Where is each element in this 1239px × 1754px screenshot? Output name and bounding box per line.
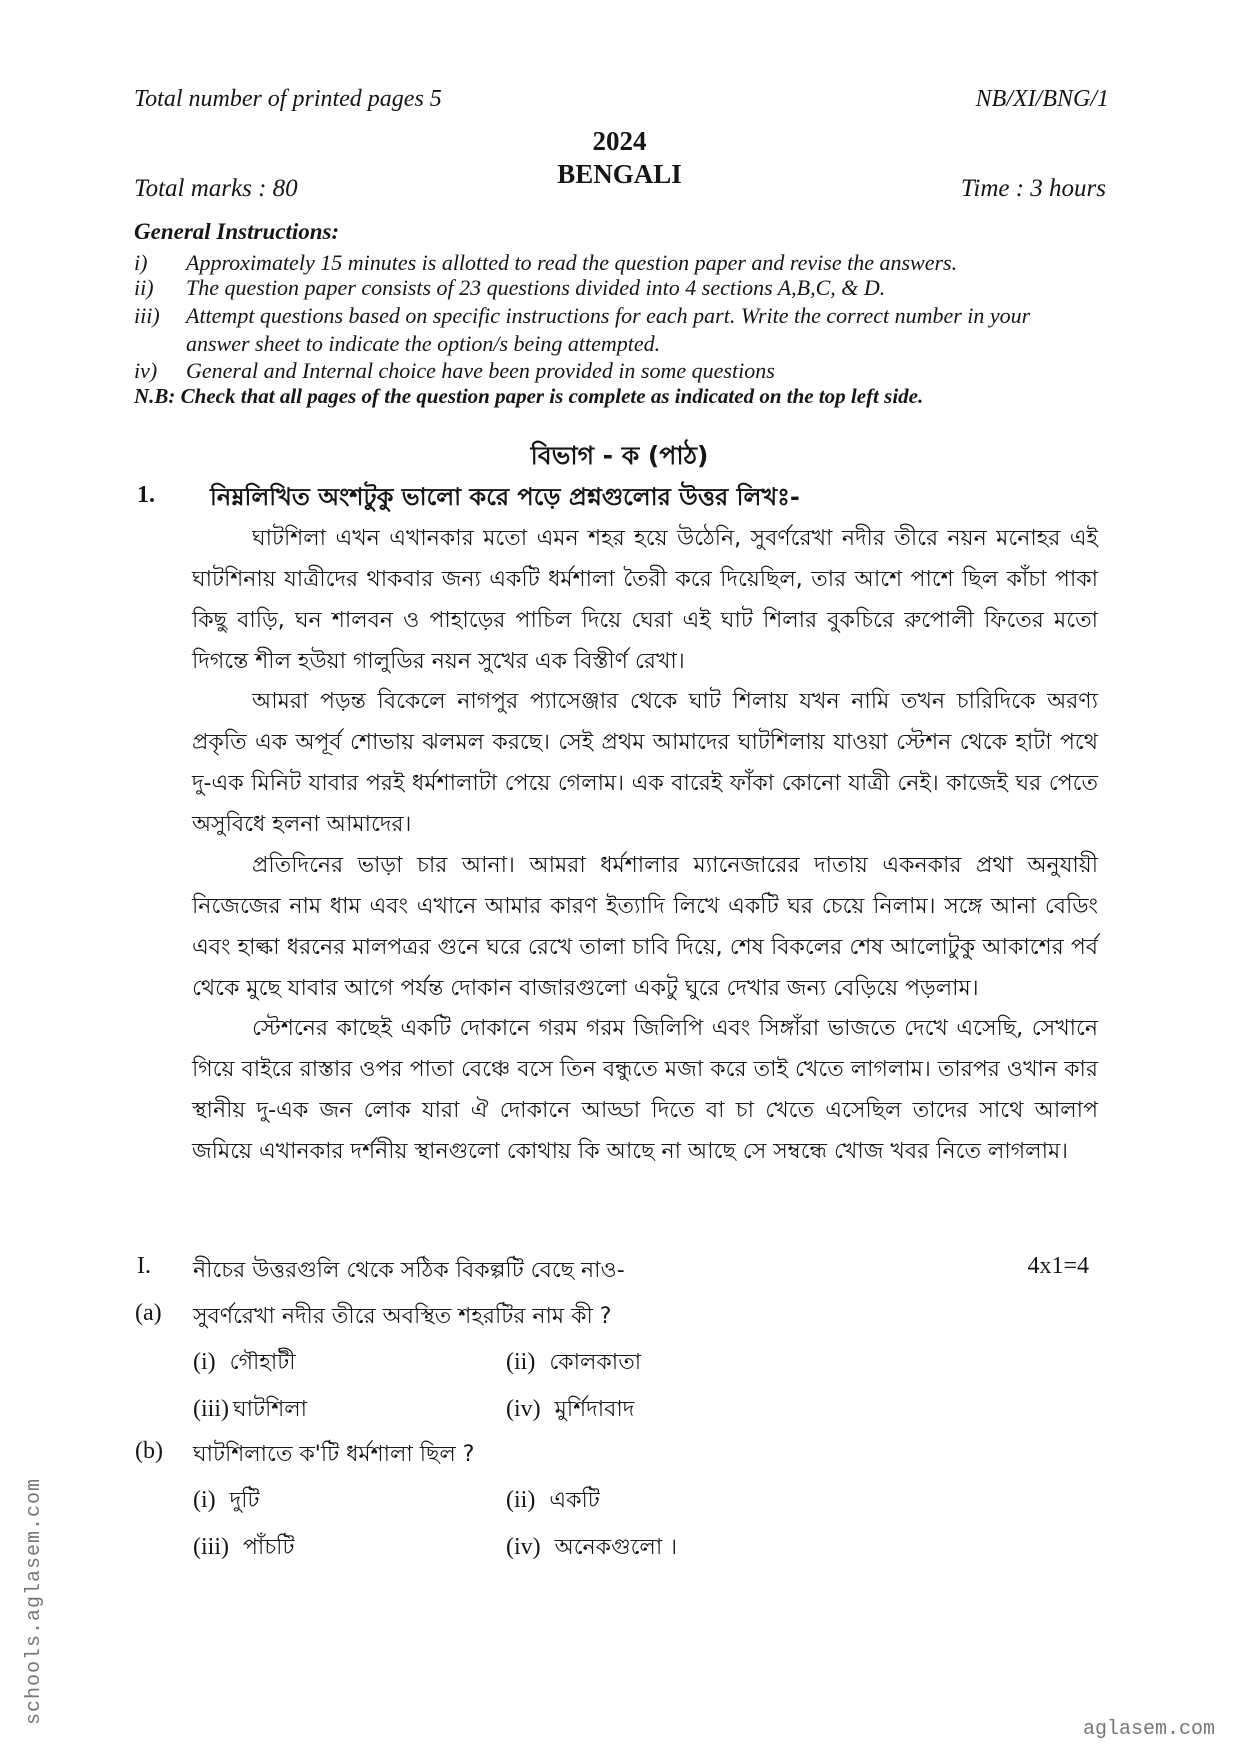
subject-title: BENGALI — [557, 159, 682, 189]
option-label: (iv) — [506, 1534, 541, 1560]
side-watermark: schools.aglasem.com — [23, 1477, 46, 1725]
mcq-option — [193, 1345, 296, 1382]
exam-time: Time : 3 hours — [960, 175, 1106, 202]
option-label: (iii) — [193, 1534, 229, 1560]
mcq-letter: (a) — [135, 1300, 162, 1326]
mcq-option — [193, 1483, 260, 1520]
option-text: মুর্শিদাবাদ — [554, 1397, 635, 1422]
option-label: (ii) — [506, 1487, 536, 1513]
mcq-option — [506, 1530, 677, 1567]
option-label: (i) — [193, 1349, 216, 1375]
instruction-number: iv) — [134, 358, 158, 383]
printed-pages-note: Total number of printed pages 5 — [134, 86, 442, 112]
exam-year: 2024 — [592, 126, 647, 156]
instruction-text: General and Internal choice have been provided in some questions — [186, 358, 775, 383]
instruction-text: The question paper consists of 23 questions divided into 4 sections A,B,C, & D. — [186, 275, 886, 300]
mcq-option — [193, 1392, 307, 1429]
section-title: বিভাগ - ক (পাঠ) — [530, 441, 709, 470]
option-label: (iv) — [506, 1396, 541, 1422]
corner-watermark: aglasem.com — [1082, 1718, 1215, 1741]
instruction-text: Attempt questions based on specific instructions for each part. Write the correct number in your answer sheet to indicate the option/s being attempted. — [186, 303, 1031, 356]
option-text: ঘাটশিলা — [233, 1397, 308, 1422]
mcq-option — [506, 1345, 641, 1382]
option-label: (ii) — [506, 1349, 536, 1375]
option-text: দুটি — [229, 1488, 260, 1513]
instructions-title: General Instructions: — [134, 219, 340, 244]
mcq-question: সুবর্ণরেখা নদীর তীরে অবস্থিত শহরটির নাম কী ? — [193, 1304, 612, 1329]
mcq-question: ঘাটশিলাতে ক'টি ধর্মশালা ছিল ? — [193, 1442, 475, 1467]
instruction-item — [134, 274, 1094, 302]
passage-paragraph: স্টেশনের কাছেই একটি দোকানে গরম গরম জিলিপি এবং সিঙ্গাঁরা ভাজতে দেখে এসেছি, সেখানে গিয়ে বাইরে রাস্তার ওপর পাতা বেঞ্চে বসে তিন বন্ধুতে মজা করে তাই খেতে লাগলাম। তারপর ওখান কার স্থানীয় দু-এক জন লোক যারা ঐ দোকানে আড্ডা দিতে বা চা খেতে এসেছিল তাদের সাথে আলাপ জমিয়ে এখানকার দর্শনীয় স্থানগুলো কোথায় কি আছে না আছে সে সম্বন্ধে খোজ খবর নিতে লাগলাম। — [192, 1016, 1098, 1164]
note-text: N.B: Check that all pages of the question paper is complete as indicated on the top left side. — [134, 384, 924, 408]
passage-paragraph: আমরা পড়ন্ত বিকেলে নাগপুর প্যাসেঞ্জার থেকে ঘাট শিলায় যখন নামি তখন চারিদিকে অরণ্য প্রকৃতি এক অপূর্ব শোভায় ঝলমল করছে। সেই প্রথম আমাদের ঘাটশিলায় যাওয়া স্টেশন থেকে হাটা পথে দু-এক মিনিট যাবার পরই ধর্মশালাটা পেয়ে গেলাম। এক বারেই ফাঁকা কোনো যাত্রী নেই। কাজেই ঘর পেতে অসুবিধে হলনা আমাদের। — [192, 689, 1098, 837]
passage-paragraph: ঘাটশিলা এখন এখানকার মতো এমন শহর হয়ে উঠেনি, সুবর্ণরেখা নদীর তীরে নয়ন মনোহর এই ঘাটশিনায় যাত্রীদের থাকবার জন্য একটি ধর্মশালা তৈরী করে দিয়েছিল, তার আশে পাশে ছিল কাঁচা পাকা কিছু বাড়ি, ঘন শালবন ও পাহাড়ের পাচিল দিয়ে ঘেরা এই ঘাট শিলার বুকচিরে রুপোলী ফিতের মতো দিগন্তে শীল হউয়া গালুডির নয়ন সুখের এক বিস্তীর্ণ রেখা। — [192, 526, 1098, 674]
option-text: গৌহাটী — [229, 1350, 296, 1375]
option-text: পাঁচটি — [243, 1535, 295, 1560]
mcq-letter: (b) — [135, 1438, 163, 1464]
instruction-item — [134, 249, 1094, 277]
subquestion-marks: 4x1=4 — [1027, 1253, 1089, 1279]
question-text: নিম্নলিখিত অংশটুকু ভালো করে পড়ে প্রশ্নগুলোর উত্তর লিখঃ- — [210, 483, 800, 511]
passage-paragraph: প্রতিদিনের ভাড়া চার আনা। আমরা ধর্মশালার ম্যানেজারের দাতায় একনকার প্রথা অনুযায়ী নিজেজের নাম ধাম এবং এখানে আমার কারণ ইত্যাদি লিখে একটি ঘর চেয়ে নিলাম। সঙ্গে আনা বেডিং এবং হাল্কা ধরনের মালপত্রর গুনে ঘরে রেখে তালা চাবি দিয়ে, শেষ বিকলের শেষ আলোটুকু আকাশের পর্ব থেকে মুছে যাবার আগে পর্যন্ত দোকান বাজারগুলো একটু ঘুরে দেখার জন্য বেড়িয়ে পড়লাম। — [192, 853, 1098, 1001]
total-marks: Total marks : 80 — [134, 175, 298, 202]
question-number: 1. — [137, 482, 155, 508]
mcq-option — [193, 1530, 294, 1567]
instruction-number: iii) — [134, 303, 160, 328]
mcq-option — [506, 1483, 600, 1520]
paper-code: NB/XI/BNG/1 — [975, 86, 1109, 112]
option-text: অনেকগুলো । — [554, 1535, 678, 1560]
instruction-number: ii) — [134, 275, 154, 300]
option-label: (i) — [193, 1487, 216, 1513]
subquestion-number: I. — [137, 1253, 151, 1279]
instruction-item — [134, 357, 1094, 385]
instruction-text: Approximately 15 minutes is allotted to read the question paper and revise the answers. — [186, 250, 958, 275]
option-label: (iii) — [193, 1396, 229, 1422]
subquestion-text: নীচের উত্তরগুলি থেকে সঠিক বিকল্পটি বেছে নাও- — [193, 1258, 625, 1283]
instruction-item — [134, 302, 1094, 358]
option-text: একটি — [549, 1488, 600, 1513]
instruction-number: i) — [134, 250, 148, 275]
option-text: কোলকাতা — [549, 1350, 642, 1375]
mcq-option — [506, 1392, 634, 1429]
